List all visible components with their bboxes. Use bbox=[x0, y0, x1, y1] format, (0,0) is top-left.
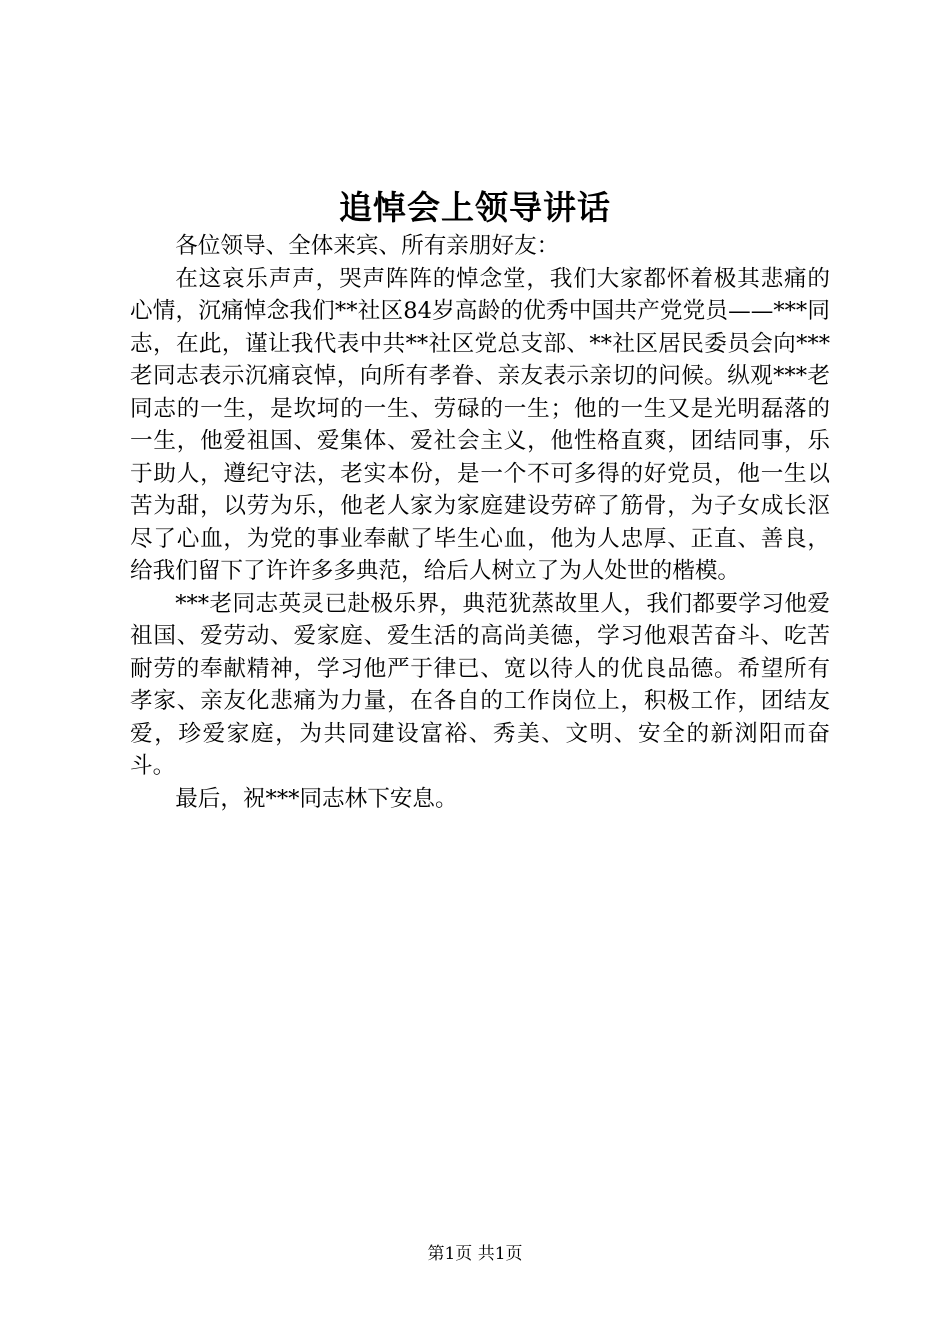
document-body bbox=[130, 230, 830, 815]
paragraph-2: ***老同志英灵已赴极乐界，典范犹蒸故里人，我们都要学习他爱祖国、爱劳动、爱家庭、爱生活的高尚美德，学习他艰苦奋斗、吃苦耐劳的奉献精神，学习他严于律已、宽以待人的优良品德。希望所有孝家、亲友化悲痛为力量，在各自的工作岗位上，积极工作，团结友爱，珍爱家庭，为共同建设富裕、秀美、文明、安全的新浏阳而奋斗。 bbox=[130, 590, 830, 779]
page-footer: 第1页 共1页 bbox=[427, 1244, 523, 1264]
paragraph-3: 最后，祝***同志林下安息。 bbox=[175, 785, 458, 812]
document-title: 追悼会上领导讲话 bbox=[339, 188, 611, 227]
salutation: 各位领导、全体来宾、所有亲朋好友： bbox=[175, 233, 560, 259]
paragraph-1: 在这哀乐声声，哭声阵阵的悼念堂，我们大家都怀着极其悲痛的心情，沉痛悼念我们**社区84岁高龄的优秀中国共产党党员——***同志，在此，谨让我代表中共**社区党总支部、**社区居民委员会向***老同志表示沉痛哀悼，向所有孝眷、亲友表示亲切的问候。纵观***老同志的一生，是坎坷的一生、劳碌的一生；他的一生又是光明磊落的一生，他爱祖国、爱集体、爱社会主义，他性格直爽，团结同事，乐于助人，遵纪守法，老实本份，是一个不可多得的好党员，他一生以苦为甜，以劳为乐，他老人家为家庭建设劳碎了筋骨，为子女成长沤尽了心血，为党的事业奉献了毕生心血，他为人忠厚、正直、善良，给我们留下了许许多多典范，给后人树立了为人处世的楷模。 bbox=[130, 265, 830, 584]
